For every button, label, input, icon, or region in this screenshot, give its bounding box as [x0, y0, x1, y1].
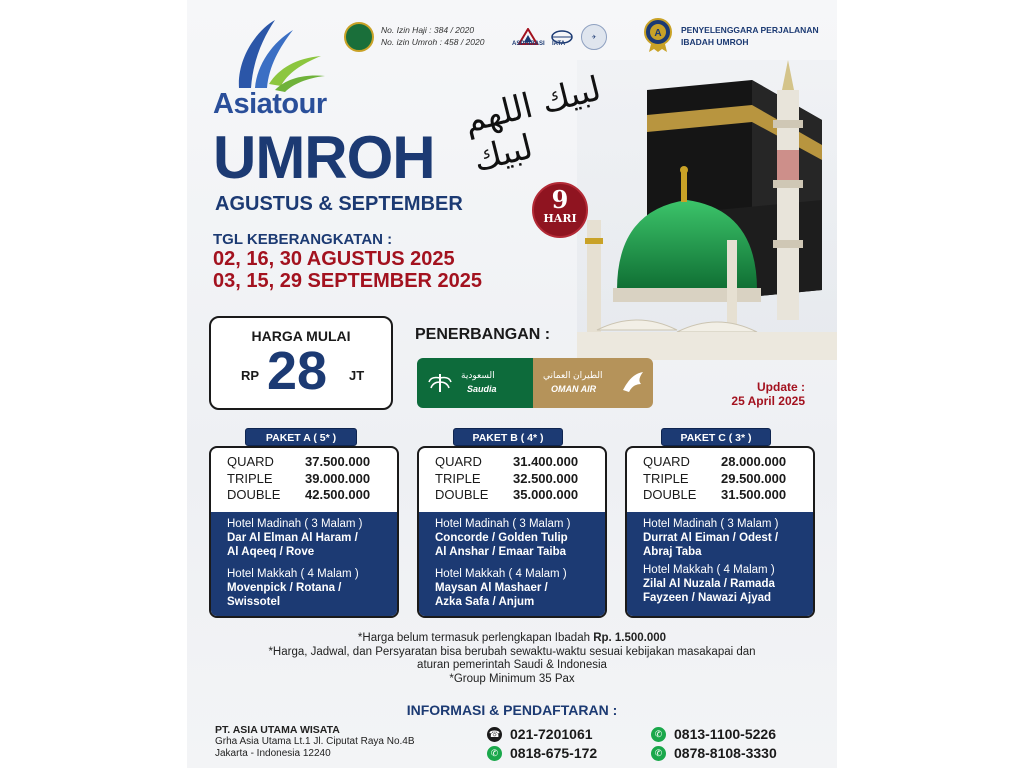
- whatsapp-number-2: 0813-1100-5226: [674, 726, 776, 742]
- madinah-hotel: Dar Al Elman Al Haram /: [227, 532, 358, 544]
- whatsapp-icon: ✆: [487, 746, 502, 761]
- room-price: 29.500.000: [721, 470, 787, 486]
- room-price: 32.500.000: [513, 470, 579, 486]
- room-price: 39.000.000: [305, 470, 371, 486]
- umroh-poster: [187, 0, 837, 768]
- saudia-name: Saudia: [467, 384, 497, 394]
- makkah-label: Hotel Makkah ( 4 Malam ): [227, 568, 359, 580]
- update-date: 25 April 2025: [731, 394, 805, 408]
- price-label: HARGA MULAI: [251, 328, 351, 344]
- package-b-card: [417, 446, 607, 618]
- ppiu-line2: IBADAH UMROH: [681, 37, 749, 47]
- oman-bird-icon: [621, 370, 645, 396]
- makkah-hotel: Movenpick / Rotana /: [227, 582, 342, 594]
- room-type: DOUBLE: [227, 487, 281, 502]
- note-equipment-text: *Harga belum termasuk perlengkapan Ibadah: [357, 632, 590, 644]
- package-c-tab: PAKET C ( 3* ): [661, 428, 771, 446]
- madinah-label: Hotel Madinah ( 3 Malam ): [643, 518, 779, 530]
- madinah-hotel: Concorde / Golden Tulip: [435, 532, 568, 544]
- oman-air-logo: [533, 358, 653, 408]
- office-phone-number: 021-7201061: [510, 726, 593, 742]
- price-row: [227, 454, 397, 471]
- note-regulations: aturan pemerintah Saudi & Indonesia: [417, 659, 607, 671]
- flights-label: PENERBANGAN :: [415, 326, 551, 343]
- room-type: TRIPLE: [643, 470, 689, 486]
- ppiu-line1: PENYELENGGARA PERJALANAN: [681, 25, 819, 35]
- license-umroh: No. izin Umroh : 458 / 2020: [381, 37, 485, 47]
- madinah-label: Hotel Madinah ( 3 Malam ): [227, 518, 363, 530]
- package-a-tab: PAKET A ( 5* ): [245, 428, 357, 446]
- price-row: [227, 487, 397, 504]
- partner-logo-icon: ✈: [581, 24, 607, 50]
- package-c-hotels: [627, 512, 813, 618]
- price-row: [643, 454, 813, 471]
- madinah-hotel: Al Aqeeq / Rove: [227, 546, 315, 558]
- company-address-2: Jakarta - Indonesia 12240: [215, 748, 331, 759]
- whatsapp-number-1: 0818-675-172: [510, 745, 598, 761]
- price-row: [435, 471, 605, 488]
- ppiu-seal-icon: [643, 18, 673, 52]
- info-title: INFORMASI & PENDAFTARAN :: [406, 702, 618, 718]
- asiatour-logo-icon: [217, 18, 327, 96]
- makkah-hotel: Swissotel: [227, 596, 281, 608]
- departure-august: 02, 16, 30 AGUSTUS 2025: [213, 248, 455, 270]
- whatsapp-contact-2: [651, 726, 776, 742]
- room-type: QUARD: [227, 454, 274, 469]
- asphirasi-label: ASPHIRASI: [512, 41, 545, 47]
- room-price: 37.500.000: [305, 454, 371, 469]
- makkah-hotel: Zilal Al Nuzala / Ramada: [643, 578, 775, 590]
- phone-icon: ☎: [487, 727, 502, 742]
- whatsapp-contact-3: [651, 745, 777, 761]
- saudia-arabic: السعودية: [461, 370, 495, 380]
- price-row: [643, 471, 813, 488]
- note-group-minimum: *Group Minimum 35 Pax: [449, 672, 575, 685]
- company-info: [215, 724, 415, 760]
- room-price: 42.500.000: [305, 487, 371, 502]
- headline-title: UMROH: [213, 124, 435, 191]
- room-price: 31.500.000: [721, 487, 787, 502]
- package-b-hotels: [419, 512, 605, 618]
- note-changes: *Harga, Jadwal, dan Persyaratan bisa berubah sewaktu-waktu sesuai kebijakan masakapai dan: [268, 645, 756, 658]
- oman-arabic: الطيران العماني: [543, 370, 603, 380]
- price-unit: JT: [349, 368, 365, 383]
- headline-months: AGUSTUS & SEPTEMBER: [215, 193, 463, 215]
- price-row: [435, 487, 605, 504]
- package-c-prices: [627, 448, 813, 512]
- makkah-label: Hotel Makkah ( 4 Malam ): [643, 564, 775, 576]
- license-haji: No. Izin Haji : 384 / 2020: [381, 25, 475, 35]
- package-b-prices: [419, 448, 605, 512]
- departure-september: 03, 15, 29 SEPTEMBER 2025: [213, 270, 483, 292]
- room-price: 31.400.000: [513, 454, 579, 469]
- makkah-label: Hotel Makkah ( 4 Malam ): [435, 568, 567, 580]
- room-price: 28.000.000: [721, 454, 787, 469]
- terms-notes: [187, 632, 837, 686]
- madinah-hotel: Abraj Taba: [643, 546, 702, 558]
- price-amount: 28: [267, 341, 328, 401]
- talbiyah-calligraphy: لبيك اللهم لبيك: [459, 68, 605, 181]
- package-a-prices: [211, 448, 397, 512]
- makkah-hotel: Azka Safa / Anjum: [435, 596, 535, 608]
- note-equipment-price: Rp. 1.500.000: [593, 632, 667, 644]
- svg-text:A: A: [654, 28, 662, 39]
- price-row: [435, 454, 605, 471]
- duration-number: 9: [551, 185, 569, 214]
- madinah-hotel: Durrat Al Eiman / Odest /: [643, 532, 779, 544]
- room-price: 35.000.000: [513, 487, 579, 502]
- saudia-palm-icon: [427, 370, 453, 396]
- ppiu-label: [681, 24, 819, 48]
- price-row: [227, 471, 397, 488]
- kemenag-emblem-icon: [344, 22, 374, 52]
- duration-badge: [532, 182, 588, 238]
- whatsapp-number-3: 0878-8108-3330: [674, 745, 777, 761]
- makkah-hotel: Fayzeen / Nawazi Ajyad: [643, 592, 772, 604]
- madinah-hotel: Al Anshar / Emaar Taiba: [435, 546, 567, 558]
- update-label: Update :: [757, 380, 805, 394]
- note-equipment: [187, 632, 837, 646]
- office-phone: [487, 726, 593, 742]
- price-currency: RP: [241, 368, 260, 383]
- makkah-hotel: Maysan Al Mashaer /: [435, 582, 548, 594]
- room-type: QUARD: [435, 454, 482, 469]
- whatsapp-contact-1: [487, 745, 597, 761]
- company-address-1: Grha Asia Utama Lt.1 Jl. Ciputat Raya No.4B: [215, 736, 415, 747]
- room-type: DOUBLE: [643, 487, 697, 502]
- room-type: TRIPLE: [227, 470, 273, 486]
- room-type: TRIPLE: [435, 470, 481, 486]
- price-row: [643, 487, 813, 504]
- departure-label: TGL KEBERANGKATAN :: [213, 231, 393, 248]
- whatsapp-icon: ✆: [651, 746, 666, 761]
- saudia-airline-logo: [417, 358, 535, 408]
- room-type: QUARD: [643, 454, 690, 469]
- company-name: PT. ASIA UTAMA WISATA: [215, 724, 340, 736]
- madinah-label: Hotel Madinah ( 3 Malam ): [435, 518, 571, 530]
- license-info: [381, 24, 484, 48]
- whatsapp-icon: ✆: [651, 727, 666, 742]
- package-b-tab: PAKET B ( 4* ): [453, 428, 563, 446]
- room-type: DOUBLE: [435, 487, 489, 502]
- package-c-card: [625, 446, 815, 618]
- package-a-card: [209, 446, 399, 618]
- package-a-hotels: [211, 512, 397, 618]
- update-note: [713, 380, 805, 408]
- duration-unit: HARI: [543, 212, 577, 225]
- oman-name: OMAN AIR: [551, 384, 597, 394]
- price-box: [209, 316, 393, 410]
- brand-name: Asiatour: [213, 88, 327, 120]
- iata-label: IATA: [552, 41, 566, 47]
